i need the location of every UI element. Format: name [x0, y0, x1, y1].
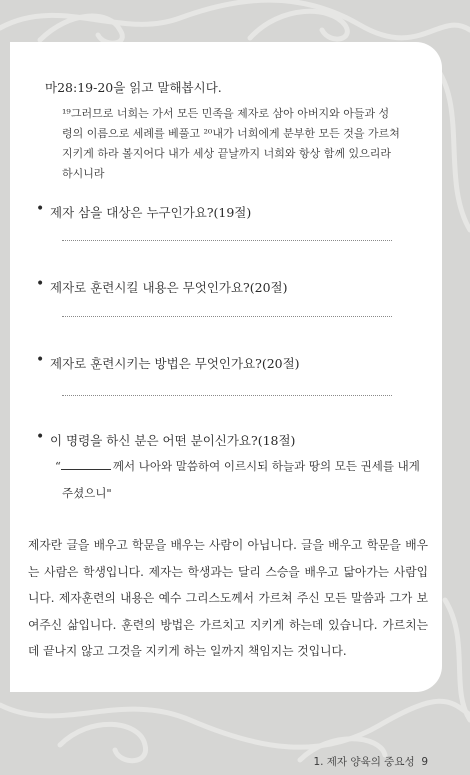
page-number: 9 — [421, 756, 428, 768]
answer-line-1[interactable] — [62, 240, 392, 241]
answer-blank[interactable] — [61, 469, 111, 470]
question-4: 이 명령을 하신 분은 어떤 분이신가요?(18절) — [50, 433, 296, 448]
reading-prompt: 마28:19-20을 읽고 말해봅시다. — [45, 80, 222, 95]
question-2: 제자로 훈련시킬 내용은 무엇인가요?(20절) — [50, 280, 288, 295]
scripture-line: ¹⁹그러므로 너희는 가서 모든 민족을 제자로 삼아 아버지와 아들과 성 — [62, 107, 390, 120]
answer-text-line-2: 주셨으니" — [62, 486, 112, 500]
answer-text: 께서 나아와 말씀하여 이르시되 하늘과 땅의 모든 권세를 내게 — [112, 459, 420, 473]
scripture-line: 하시니라 — [62, 167, 105, 180]
scripture-line: 지키게 하라 볼지어다 내가 세상 끝날까지 너희와 항상 함께 있으리라 — [62, 147, 391, 160]
scripture-line: 령의 이름으로 세례를 베풀고 ²⁰내가 너희에게 분부한 모든 것을 가르쳐 — [62, 127, 400, 140]
answer-text-line-1: “ 께서 나아와 말씀하여 이르시되 하늘과 땅의 모든 권세를 내게 — [55, 459, 420, 473]
bullet-icon: • — [36, 276, 45, 292]
bullet-icon: • — [36, 429, 45, 445]
question-1: 제자 삼을 대상은 누구인가요?(19절) — [50, 205, 252, 220]
bullet-icon: • — [36, 352, 45, 368]
chapter-title: 1. 제자 양육의 중요성 — [313, 756, 415, 768]
answer-line-2[interactable] — [62, 316, 392, 317]
question-3: 제자로 훈련시키는 방법은 무엇인가요?(20절) — [50, 356, 300, 371]
bullet-icon: • — [36, 201, 45, 217]
page-footer — [313, 754, 428, 769]
answer-line-3[interactable] — [62, 395, 392, 396]
body-paragraph: 제자란 글을 배우고 학문을 배우는 사람이 아닙니다. 글을 배우고 학문을 배우는 사람은 학생입니다. 제자는 학생과는 달리 스승을 배우고 닮아가는 사람입니다. 제자훈련의 내용은 예수 그리스도께서 가르쳐 주신 모든 말씀과 그가 보여주신 삶입니다. 훈련의 방법은 가르치고 지키게 하는데 있습니다. 가르치는데 끝나지 않고 그것을 지키게 하는 일까지 책임지는 것입니다. — [28, 538, 428, 658]
